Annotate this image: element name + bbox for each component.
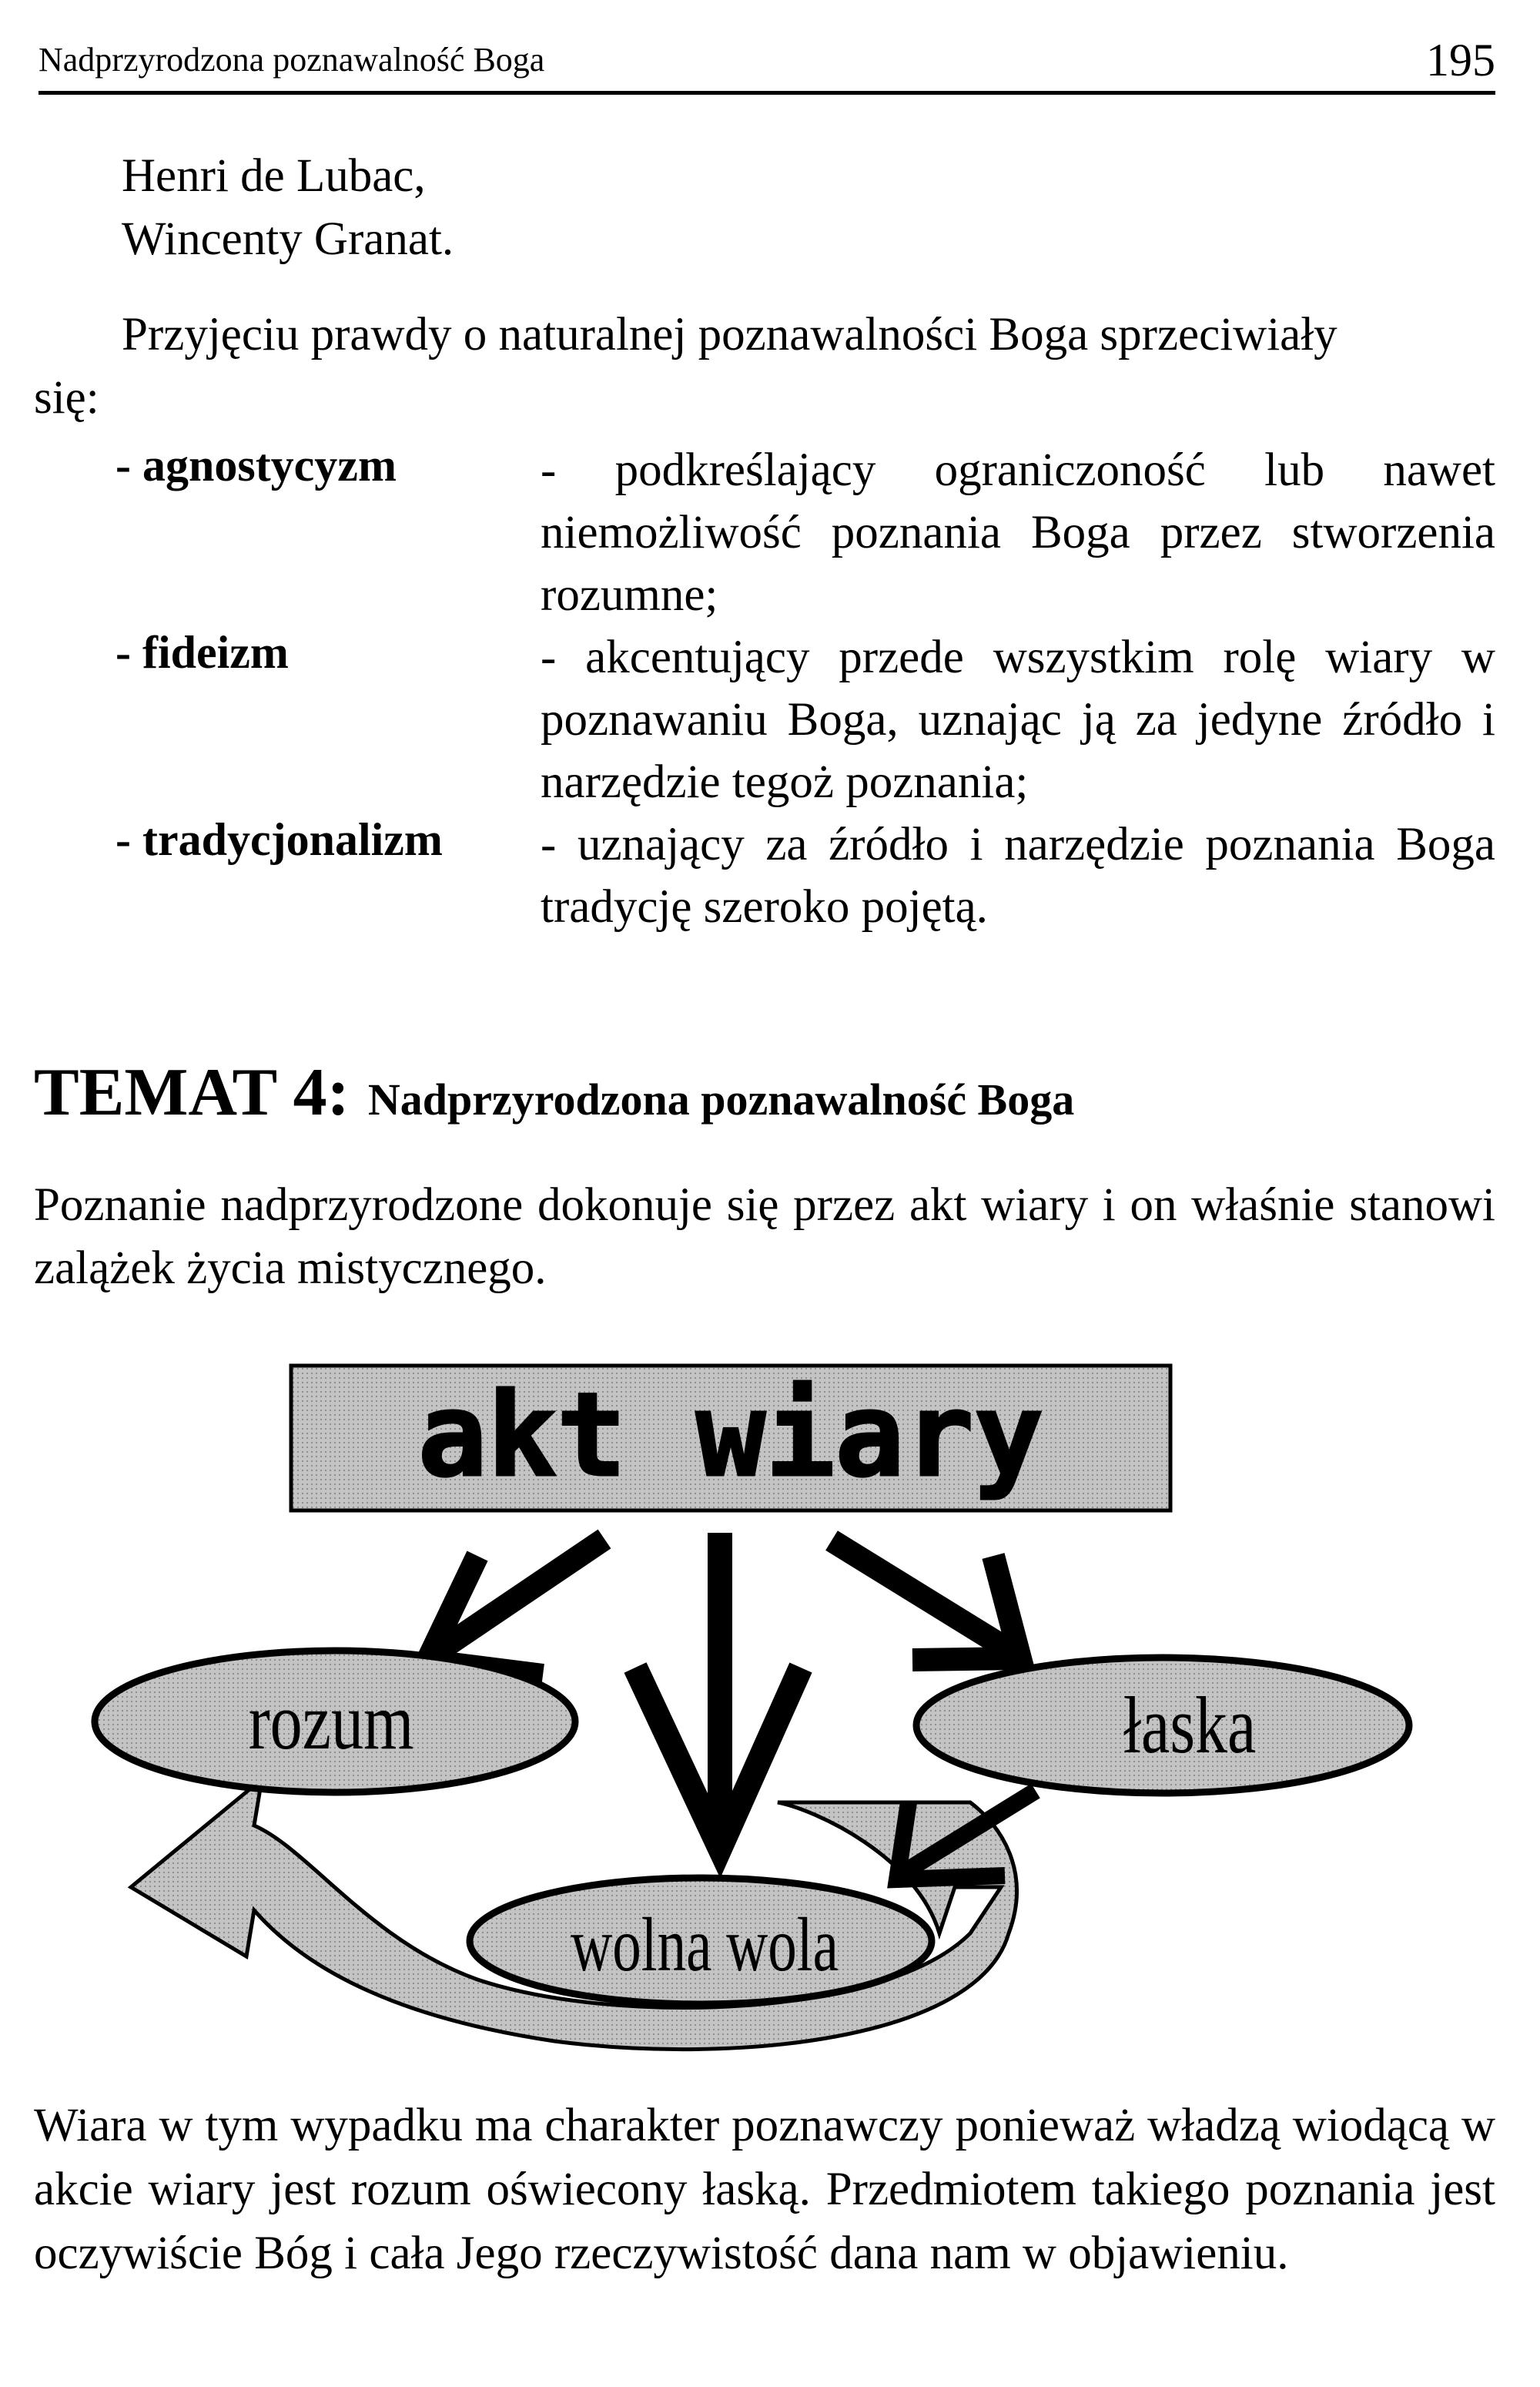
- paragraph: Poznanie nadprzyrodzone dokonuje się przez akt wiary i on właśnie stanowi zalążek życia mistycznego.: [34, 1179, 1495, 1294]
- name-line: Henri de Lubac,: [122, 150, 426, 202]
- arrow-to-rozum: [427, 1539, 604, 1675]
- header-rule: [38, 91, 1495, 95]
- top-box-label: akt wiary: [417, 1369, 1044, 1503]
- definition-description: - podkreślający ograniczoność lub nawet niemożliwość poznania Boga przez stworzenia rozumne;: [541, 444, 1495, 621]
- definition-description: - akcentujący przede wszystkim rolę wiary w poznawaniu Boga, uznając ją za jedyne źródło i narzędzie tegoż poznania;: [541, 632, 1495, 808]
- topic-title: Nadprzyrodzona poznawalność Boga: [367, 1074, 1075, 1125]
- intro-line: Przyjęciu prawdy o naturalnej poznawalności Boga sprzeciwiały: [122, 309, 1337, 360]
- intro-line-continued: się:: [34, 372, 99, 424]
- names-list: [122, 145, 454, 271]
- wolna-wola-label: wolna wola: [571, 1902, 839, 1988]
- definition-term: - fideizm: [116, 627, 289, 678]
- faith-diagram: [0, 1348, 1540, 2087]
- definition-term: - agnostycyzm: [116, 440, 397, 491]
- running-header: [38, 37, 1495, 91]
- definition-term: - tradycjonalizm: [116, 814, 443, 865]
- definition-description: - uznający za źródło i narzędzie poznania Boga tradycję szeroko pojętą.: [541, 819, 1495, 933]
- paragraph: Wiara w tym wypadku ma charakter poznawczy ponieważ władzą wiodącą w akcie wiary jest rozum oświecony łaską. Przedmiotem takiego poznania jest oczywiście Bóg i cała Jego rzeczywistość dana nam w objawieniu.: [34, 2100, 1495, 2279]
- topic-heading: [34, 1054, 1074, 1131]
- arrow-to-wolna-wola: [635, 1533, 801, 1849]
- laska-label: łaska: [1123, 1680, 1257, 1771]
- arrow-to-laska: [832, 1540, 1020, 1660]
- running-header-title: Nadprzyrodzona poznawalność Boga: [38, 41, 545, 79]
- topic-label: TEMAT 4:: [34, 1055, 350, 1130]
- page-number: 195: [1426, 35, 1495, 85]
- name-line: Wincenty Granat.: [122, 213, 454, 265]
- rozum-label: rozum: [248, 1676, 414, 1767]
